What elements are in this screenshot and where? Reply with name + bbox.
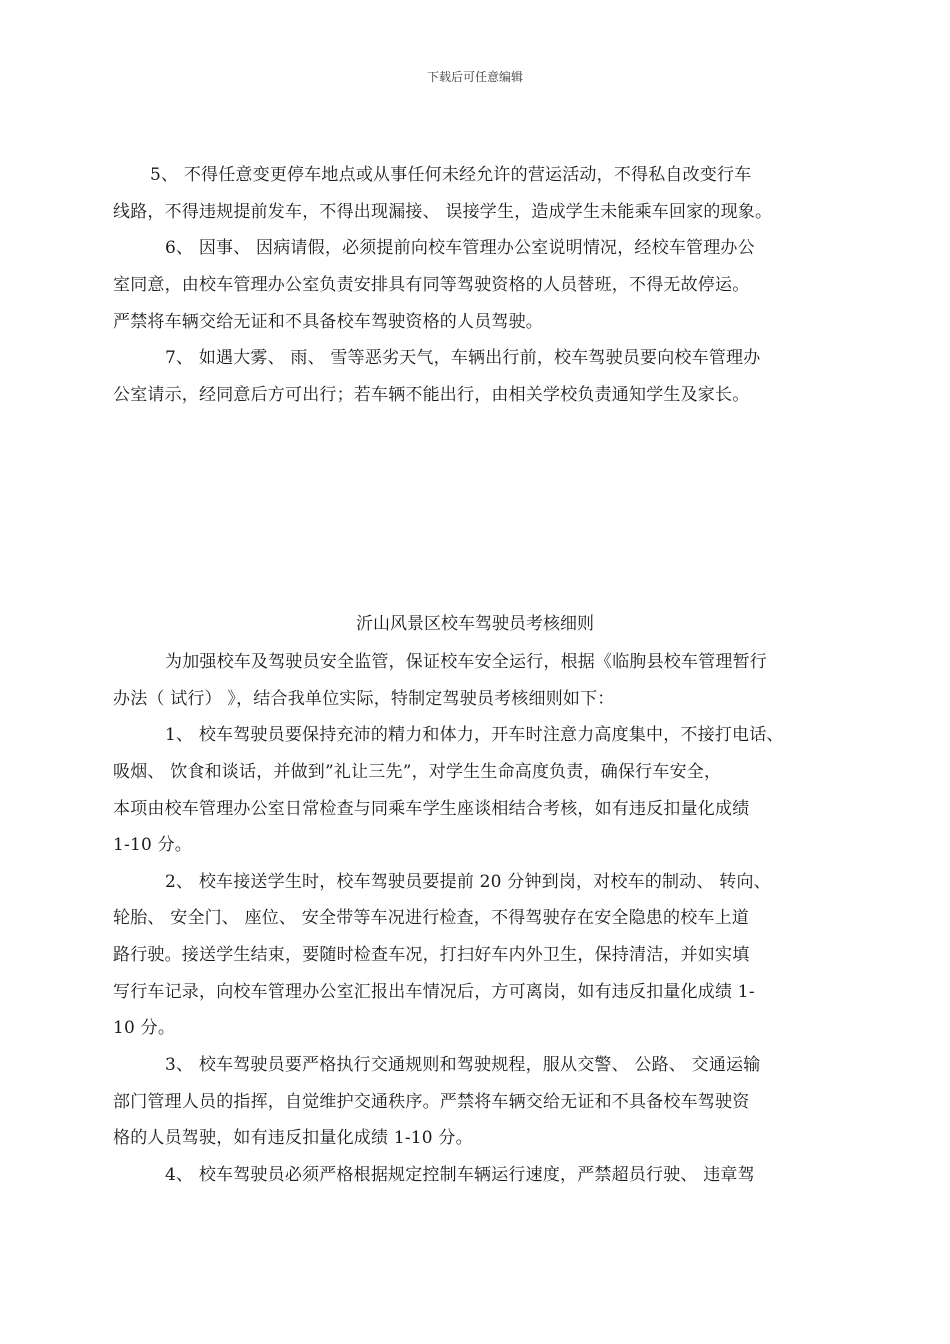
paragraph-line: 路行驶。接送学生结束，要随时检查车况，打扫好车内外卫生，保持清洁，并如实填 (113, 945, 750, 965)
paragraph-line: 部门管理人员的指挥，自觉维护交通秩序。严禁将车辆交给无证和不具备校车驾驶资 (113, 1092, 750, 1112)
paragraph-line: 7、 如遇大雾、 雨、 雪等恶劣天气，车辆出行前，校车驾驶员要向校车管理办 (165, 348, 761, 368)
document-title: 沂山风景区校车驾驶员考核细则 (356, 614, 594, 634)
paragraph-line: 6、 因事、 因病请假，必须提前向校车管理办公室说明情况，经校车管理办公 (165, 238, 755, 258)
paragraph-line: 1、 校车驾驶员要保持充沛的精力和体力，开车时注意力高度集中，不接打电话、 (165, 725, 784, 745)
paragraph-line: 严禁将车辆交给无证和不具备校车驾驶资格的人员驾驶。 (113, 312, 543, 332)
paragraph-line: 3、 校车驾驶员要严格执行交通规则和驾驶规程，服从交警、 公路、 交通运输 (165, 1055, 761, 1075)
paragraph-line: 为加强校车及驾驶员安全监管，保证校车安全运行，根据《临朐县校车管理暂行 (165, 652, 767, 672)
paragraph-line: 5、 不得任意变更停车地点或从事任何未经允许的营运活动，不得私自改变行车 (150, 165, 752, 185)
paragraph-line: 轮胎、 安全门、 座位、 安全带等车况进行检查，不得驾驶存在安全隐患的校车上道 (113, 908, 750, 928)
paragraph-line: 1-10 分。 (113, 835, 192, 855)
paragraph-line: 吸烟、 饮食和谈话，并做到”礼让三先”，对学生生命高度负责，确保行车安全， (113, 762, 722, 782)
paragraph-line: 室同意，由校车管理办公室负责安排具有同等驾驶资格的人员替班，不得无故停运。 (113, 275, 750, 295)
paragraph-line: 写行车记录，向校车管理办公室汇报出车情况后，方可离岗，如有违反扣量化成绩 1- (113, 982, 755, 1002)
paragraph-line: 格的人员驾驶，如有违反扣量化成绩 1-10 分。 (113, 1128, 473, 1148)
paragraph-line: 4、 校车驾驶员必须严格根据规定控制车辆运行速度，严禁超员行驶、 违章驾 (165, 1165, 755, 1185)
paragraph-line: 10 分。 (113, 1018, 176, 1038)
paragraph-line: 2、 校车接送学生时，校车驾驶员要提前 20 分钟到岗，对校车的制动、 转向、 (165, 872, 771, 892)
paragraph-line: 办法（ 试行） 》，结合我单位实际，特制定驾驶员考核细则如下： (113, 689, 615, 709)
paragraph-line: 线路，不得违规提前发车，不得出现漏接、 误接学生，造成学生未能乘车回家的现象。 (113, 202, 773, 222)
paragraph-line: 本项由校车管理办公室日常检查与同乘车学生座谈相结合考核，如有违反扣量化成绩 (113, 799, 750, 819)
page-header: 下载后可任意编辑 (426, 70, 523, 84)
paragraph-line: 公室请示，经同意后方可出行；若车辆不能出行，由相关学校负责通知学生及家长。 (113, 385, 750, 405)
